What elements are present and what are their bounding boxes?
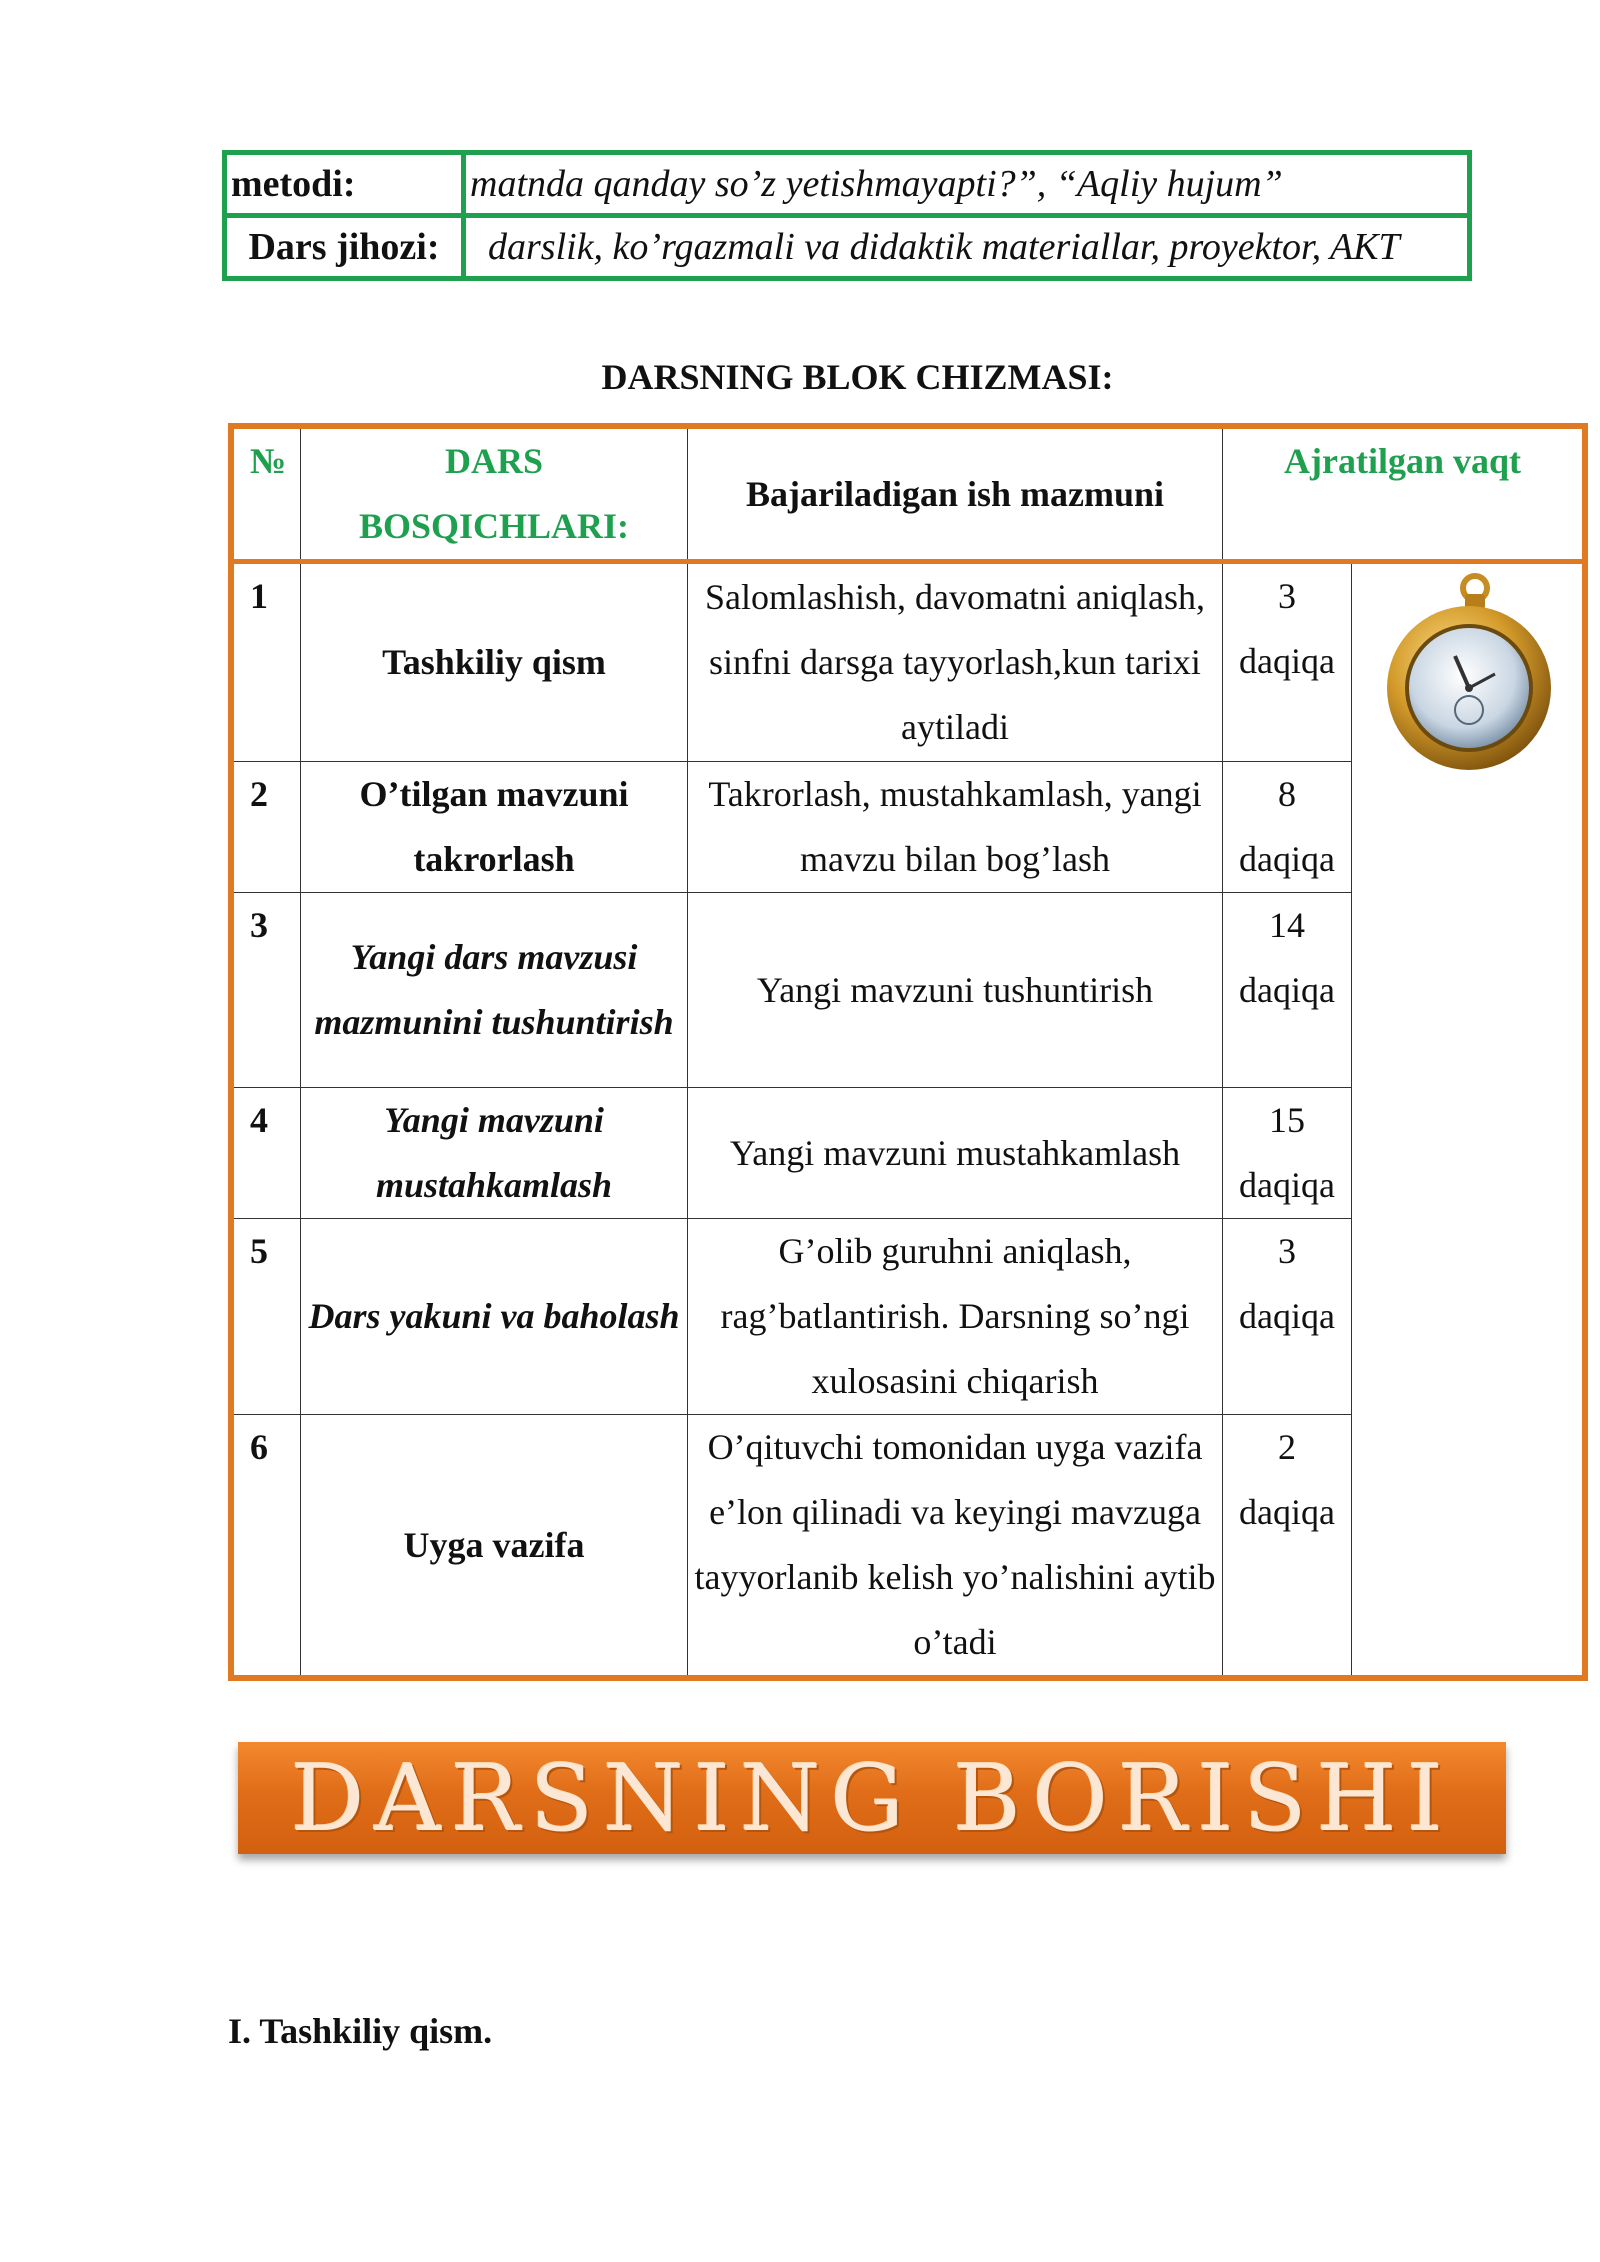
row-content: Yangi mavzuni tushuntirish	[688, 893, 1223, 1088]
row-time-value: 3	[1278, 576, 1296, 616]
banner-text: DARSNING BORISHI	[290, 1744, 1454, 1852]
row-number: 6	[231, 1415, 301, 1679]
section-heading: I. Tashkiliy qism.	[228, 2011, 493, 2051]
row-time	[1223, 1415, 1352, 1679]
header-stages-line2: BOSQICHLARI:	[358, 506, 630, 546]
method-label: metodi:	[225, 153, 464, 216]
row-time-unit: daqiqa	[1239, 1165, 1335, 1205]
row-time-unit: daqiqa	[1239, 839, 1335, 879]
row-stage: Yangi dars mavzusi mazmunini tushuntirish	[301, 893, 688, 1088]
block-diagram-table	[228, 423, 1588, 1681]
row-content: Salomlashish, davomatni aniqlash, sinfni darsga tayyorlash,kun tarixi aytiladi	[688, 562, 1223, 762]
info-row-method	[225, 153, 1470, 216]
row-stage: Tashkiliy qism	[301, 562, 688, 762]
block-diagram-title: DARSNING BLOK CHIZMASI:	[601, 357, 1114, 397]
lesson-progress-banner	[238, 1742, 1506, 1854]
row-time	[1223, 1088, 1352, 1219]
method-value: matnda qanday so’z yetishmayapti?”, “Aqliy hujum”	[464, 153, 1470, 216]
header-stages-line1: DARS	[444, 441, 543, 481]
row-number: 3	[231, 893, 301, 1088]
row-time	[1223, 562, 1352, 762]
header-content: Bajariladigan ish mazmuni	[688, 426, 1223, 562]
row-stage: O’tilgan mavzuni takrorlash	[301, 762, 688, 893]
row-time-value: 15	[1269, 1100, 1305, 1140]
row-time-unit: daqiqa	[1239, 970, 1335, 1010]
table-header-row	[231, 426, 1585, 562]
row-content: O’qituvchi tomonidan uyga vazifa e’lon qilinadi va keyingi mavzuga tayyorlanib kelish yo’nalishini aytib o’tadi	[688, 1415, 1223, 1679]
row-number: 1	[231, 562, 301, 762]
row-time-unit: daqiqa	[1239, 1492, 1335, 1532]
table-row	[231, 562, 1585, 762]
header-number: №	[231, 426, 301, 562]
row-stage: Yangi mavzuni mustahkamlash	[301, 1088, 688, 1219]
image-column	[1352, 562, 1586, 1679]
row-time-value: 3	[1278, 1231, 1296, 1271]
row-time-unit: daqiqa	[1239, 1296, 1335, 1336]
row-stage: Dars yakuni va baholash	[301, 1219, 688, 1415]
equipment-value: darslik, ko’rgazmali va didaktik materiallar, proyektor, AKT	[464, 216, 1470, 279]
row-time	[1223, 762, 1352, 893]
row-number: 5	[231, 1219, 301, 1415]
pocket-watch-icon	[1377, 570, 1557, 770]
row-stage: Uyga vazifa	[301, 1415, 688, 1679]
row-time-value: 8	[1278, 774, 1296, 814]
row-time-value: 14	[1269, 905, 1305, 945]
row-number: 4	[231, 1088, 301, 1219]
row-content: Yangi mavzuni mustahkamlash	[688, 1088, 1223, 1219]
row-number: 2	[231, 762, 301, 893]
info-table	[222, 150, 1472, 281]
header-time: Ajratilgan vaqt	[1223, 426, 1586, 562]
row-time-unit: daqiqa	[1239, 641, 1335, 681]
info-row-equipment	[225, 216, 1470, 279]
row-time	[1223, 893, 1352, 1088]
row-content: G’olib guruhni aniqlash, rag’batlantirish. Darsning so’ngi xulosasini chiqarish	[688, 1219, 1223, 1415]
header-stages	[301, 426, 688, 562]
row-time	[1223, 1219, 1352, 1415]
equipment-label: Dars jihozi:	[225, 216, 464, 279]
row-time-value: 2	[1278, 1427, 1296, 1467]
row-content: Takrorlash, mustahkamlash, yangi mavzu bilan bog’lash	[688, 762, 1223, 893]
